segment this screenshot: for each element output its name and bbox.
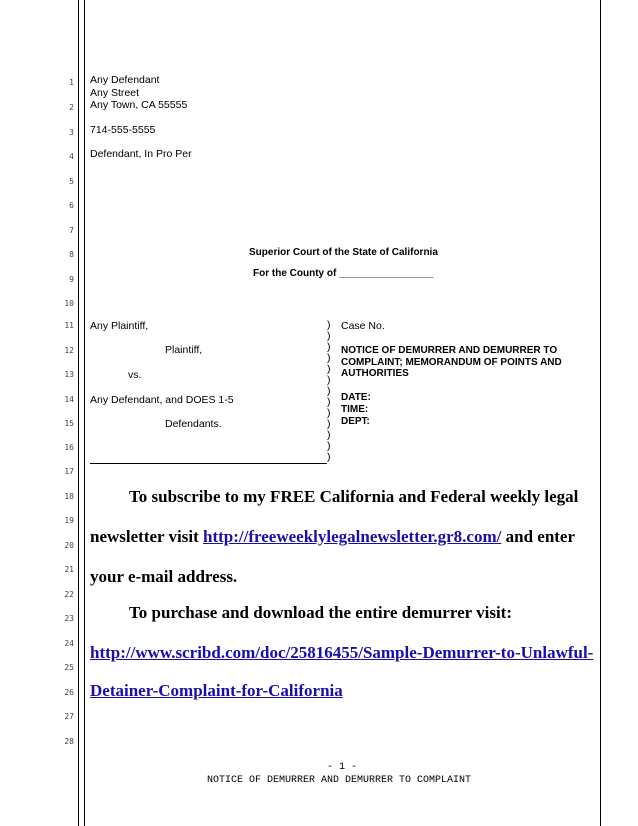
line-number: 3 bbox=[69, 128, 74, 137]
line-number: 6 bbox=[69, 201, 74, 210]
line-number: 2 bbox=[69, 103, 74, 112]
line-number: 14 bbox=[64, 395, 74, 404]
line-number: 17 bbox=[64, 467, 74, 476]
line-number: 28 bbox=[64, 737, 74, 746]
versus-label: vs. bbox=[128, 369, 142, 381]
party-phone: 714-555-5555 bbox=[90, 124, 156, 136]
purchase-link-continued[interactable]: Detainer-Complaint-for-California bbox=[90, 681, 343, 700]
purchase-link-line bbox=[90, 681, 343, 701]
line-number: 24 bbox=[64, 639, 74, 648]
line-number: 25 bbox=[64, 663, 74, 672]
document-title-line: AUTHORITIES bbox=[341, 368, 409, 379]
line-number: 23 bbox=[64, 614, 74, 623]
line-number: 4 bbox=[69, 152, 74, 161]
line-number: 27 bbox=[64, 712, 74, 721]
page-number: - 1 - bbox=[327, 762, 358, 773]
case-number: Case No. bbox=[341, 320, 385, 332]
purchase-link[interactable]: http://www.scribd.com/doc/25816455/Sample-Demurrer-to-Unlawful- bbox=[90, 643, 594, 662]
purchase-paragraph-line: To purchase and download the entire demurrer visit: bbox=[129, 603, 513, 622]
line-number: 10 bbox=[64, 299, 74, 308]
hearing-dept: DEPT: bbox=[341, 416, 370, 427]
party-street: Any Street bbox=[90, 87, 140, 99]
newsletter-link[interactable]: http://freeweeklylegalnewsletter.gr8.com/ bbox=[203, 527, 502, 546]
newsletter-paragraph-line: your e-mail address. bbox=[90, 567, 238, 586]
plaintiff-name: Any Plaintiff, bbox=[90, 320, 149, 332]
newsletter-text: newsletter visit bbox=[90, 527, 203, 546]
right-margin-rule bbox=[600, 0, 601, 826]
line-number: 9 bbox=[69, 275, 74, 284]
line-number: 16 bbox=[64, 443, 74, 452]
document-title-line: COMPLAINT; MEMORANDUM OF POINTS AND bbox=[341, 357, 562, 368]
line-number: 7 bbox=[69, 226, 74, 235]
newsletter-paragraph-line: To subscribe to my FREE California and Federal weekly legal bbox=[129, 487, 579, 506]
line-number: 5 bbox=[69, 177, 74, 186]
line-number: 18 bbox=[64, 492, 74, 501]
court-name: Superior Court of the State of California bbox=[249, 247, 438, 258]
line-number: 1 bbox=[69, 78, 74, 87]
hearing-time: TIME: bbox=[341, 404, 369, 415]
line-number: 26 bbox=[64, 688, 74, 697]
party-city: Any Town, CA 55555 bbox=[90, 99, 188, 111]
defendant-name: Any Defendant, and DOES 1-5 bbox=[90, 394, 234, 406]
line-number: 12 bbox=[64, 346, 74, 355]
line-number: 21 bbox=[64, 565, 74, 574]
defendant-label: Defendants. bbox=[165, 418, 222, 430]
line-number: 19 bbox=[64, 516, 74, 525]
party-role: Defendant, In Pro Per bbox=[90, 148, 192, 160]
purchase-link-line bbox=[90, 643, 593, 663]
line-number: 11 bbox=[64, 321, 74, 330]
line-number: 15 bbox=[64, 419, 74, 428]
newsletter-paragraph-line bbox=[90, 527, 575, 547]
court-county: For the County of _________________ bbox=[253, 268, 434, 279]
line-number: 13 bbox=[64, 370, 74, 379]
caption-underline bbox=[90, 463, 327, 464]
caption-parentheses: ) ) ) ) ) ) ) ) ) ) ) ) ) bbox=[327, 319, 331, 463]
line-number: 20 bbox=[64, 541, 74, 550]
line-number: 8 bbox=[69, 250, 74, 259]
plaintiff-label: Plaintiff, bbox=[165, 344, 203, 356]
party-name: Any Defendant bbox=[90, 74, 160, 86]
document-title-line: NOTICE OF DEMURRER AND DEMURRER TO bbox=[341, 345, 558, 356]
newsletter-text: and enter bbox=[501, 527, 576, 546]
footer-title: NOTICE OF DEMURRER AND DEMURRER TO COMPLAINT bbox=[207, 775, 472, 786]
hearing-date: DATE: bbox=[341, 392, 371, 403]
line-number: 22 bbox=[64, 590, 74, 599]
left-margin-rule-inner bbox=[84, 0, 85, 826]
left-margin-rule-outer bbox=[78, 0, 79, 826]
